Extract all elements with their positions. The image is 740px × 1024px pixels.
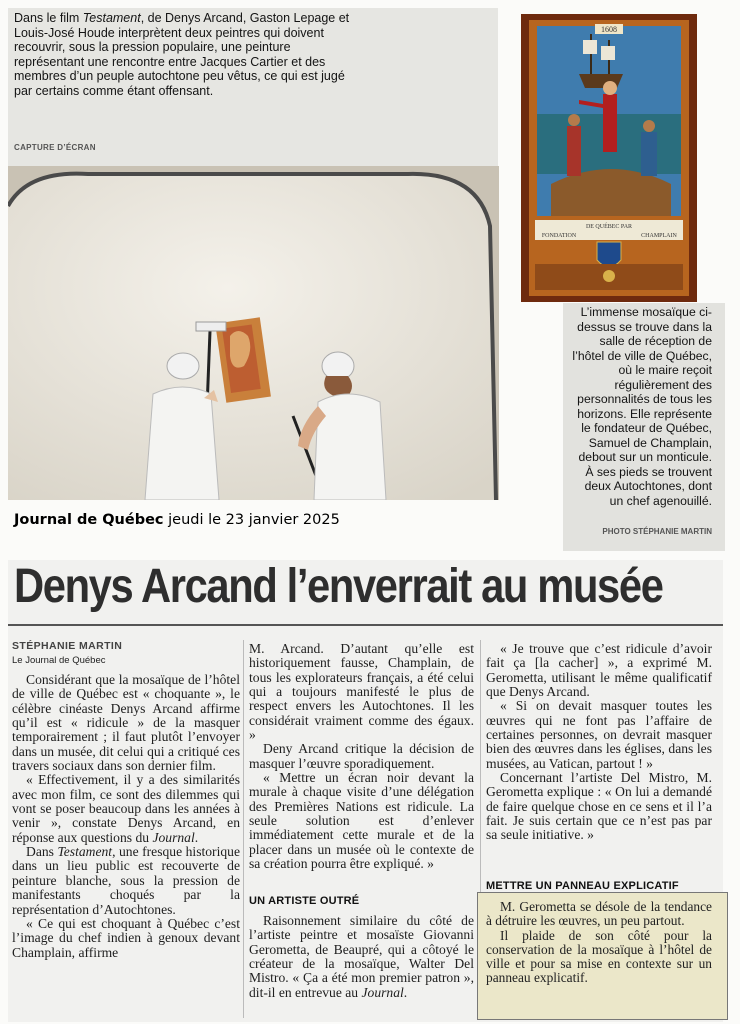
mosaic-photo xyxy=(521,14,697,302)
article-byline-publication: Le Journal de Québec xyxy=(12,655,106,666)
mosaic-year: 1608 xyxy=(601,25,617,34)
article-column-2 xyxy=(249,642,474,872)
headline-rule xyxy=(8,624,723,626)
paragraph: « Je trouve que c’est ridicule d’avoir fait ça [la cacher] », a exprimé M. Gerometta, utilisant le même qualificatif que Denys Arcand. xyxy=(486,641,712,700)
paragraph: Il plaide de son côté pour la conservation de la mosaïque à l’hôtel de ville et pour sa mise en contexte sur un panneau explicatif. xyxy=(486,927,712,986)
subhead-artiste-outre: UN ARTISTE OUTRÉ xyxy=(249,895,360,907)
paragraph: « Effectivement, il y a des similarités avec mon film, ce sont des dilemmes qui vont se poser beaucoup dans les années à venir », constate Denys Arcand, en réponse aux questions du Journal. xyxy=(12,772,240,845)
article-column-1 xyxy=(12,673,240,960)
journal-name: Journal de Québec xyxy=(14,512,164,528)
mosaic-caption-text: L’immense mosaïque ci-dessus se trouve dans la salle de réception de l’hôtel de ville de Québec, où le maire reçoit régulièrement des personnalités de tous les horizons. Elle représente le fondateur de Québec, Samuel de Champlain, debout sur un monticule. À ses pieds se trouvent deux Autochtones, dont un chef agenouillé. xyxy=(572,305,712,508)
paragraph: Dans Testament, une fresque historique dans un lieu public est recouverte de peinture blanche, sous la pression de manifestants choqués par la représentation d’Autochtones. xyxy=(12,844,240,917)
top-caption-text: Dans le film Testament, de Denys Arcand, Gaston Lepage et Louis-José Houde interprètent deux peintres qui doivent recouvrir, sous la pression populaire, une peinture représentant une rencontre entre Jacques Cartier et des membres d’un peuple autochtone peu vêtus, ce qui est jugé par certains comme étant offensant. xyxy=(14,11,350,98)
article-column-2-continued xyxy=(249,914,474,1000)
mosaic-illustration xyxy=(521,14,697,302)
paragraph: M. Arcand. D’autant qu’elle est historiquement fausse, Champlain, de tous les explorateurs français, a été celui qui a toujours manifesté le plus de respect envers les Autochtones. Il les considérait vraiment comme des égaux. » xyxy=(249,641,474,743)
mosaic-banner-left: FONDATION xyxy=(541,233,577,239)
paragraph: Deny Arcand critique la décision de masquer l’œuvre sporadiquement. xyxy=(249,741,474,771)
article-headline: Denys Arcand l’enverrait au musée xyxy=(14,559,663,613)
paragraph: Raisonnement similaire du côté de l’artiste peintre et mosaïste Giovanni Gerometta, de Beaupré, qui a côtoyé le créateur de la mosaïque, Walter Del Mistro. « Ça a été mon premier patron », dit-il en entrevue au Journal. xyxy=(249,913,474,1000)
paragraph: M. Gerometta se désole de la tendance à détruire les œuvres, un peu partout. xyxy=(486,899,712,929)
painters-illustration xyxy=(8,166,499,500)
article-byline: STÉPHANIE MARTIN xyxy=(12,640,123,652)
film-still-photo xyxy=(8,166,499,500)
paragraph: Concernant l’artiste Del Mistro, M. Gerometta explique : « On lui a demandé de faire quelque chose en ce sens et il l’a fait. Je suis certain que ce n’est pas par sa seule initiative. » xyxy=(486,770,712,843)
paragraph: « Ce qui est choquant à Québec c’est l’image du chef indien à genoux devant Champlain, affirme xyxy=(12,915,240,960)
journal-date: jeudi le 23 janvier 2025 xyxy=(163,512,340,528)
highlighted-note-text xyxy=(486,900,712,986)
paragraph: « Si on devait masquer toutes les œuvres qui ne font pas l’affaire de certaines personnes, on devrait masquer bien des œuvres dans les églises, dans les musées, au Vatican, partout ! » xyxy=(486,698,712,771)
top-caption-credit: CAPTURE D’ÉCRAN xyxy=(14,143,96,152)
paragraph: Considérant que la mosaïque de l’hôtel de ville de Québec est « choquante », le célèbre cinéaste Denys Arcand affirme qu’il est « ridicule » de la masquer temporairement ; il faut plutôt l’envoyer dans un musée, dit celui qui a critiqué ces travers sociaux dans son dernier film. xyxy=(12,672,240,774)
mosaic-banner-right: CHAMPLAIN xyxy=(641,233,677,239)
mosaic-caption-credit: PHOTO STÉPHANIE MARTIN xyxy=(602,527,712,536)
article-column-3 xyxy=(486,642,712,843)
journal-source-line xyxy=(14,512,340,528)
mosaic-banner-center: DE QUÉBEC PAR xyxy=(585,224,633,230)
paragraph: « Mettre un écran noir devant la murale à chaque visite d’une délégation des Premières Nations est ridicule. La seule solution est d’enlever immédiatement cette murale et de la placer dans un musée où le contexte de sa création pourra être expliqué. » xyxy=(249,770,474,872)
subhead-panneau-explicatif: METTRE UN PANNEAU EXPLICATIF xyxy=(486,880,679,892)
column-divider xyxy=(243,640,244,1018)
